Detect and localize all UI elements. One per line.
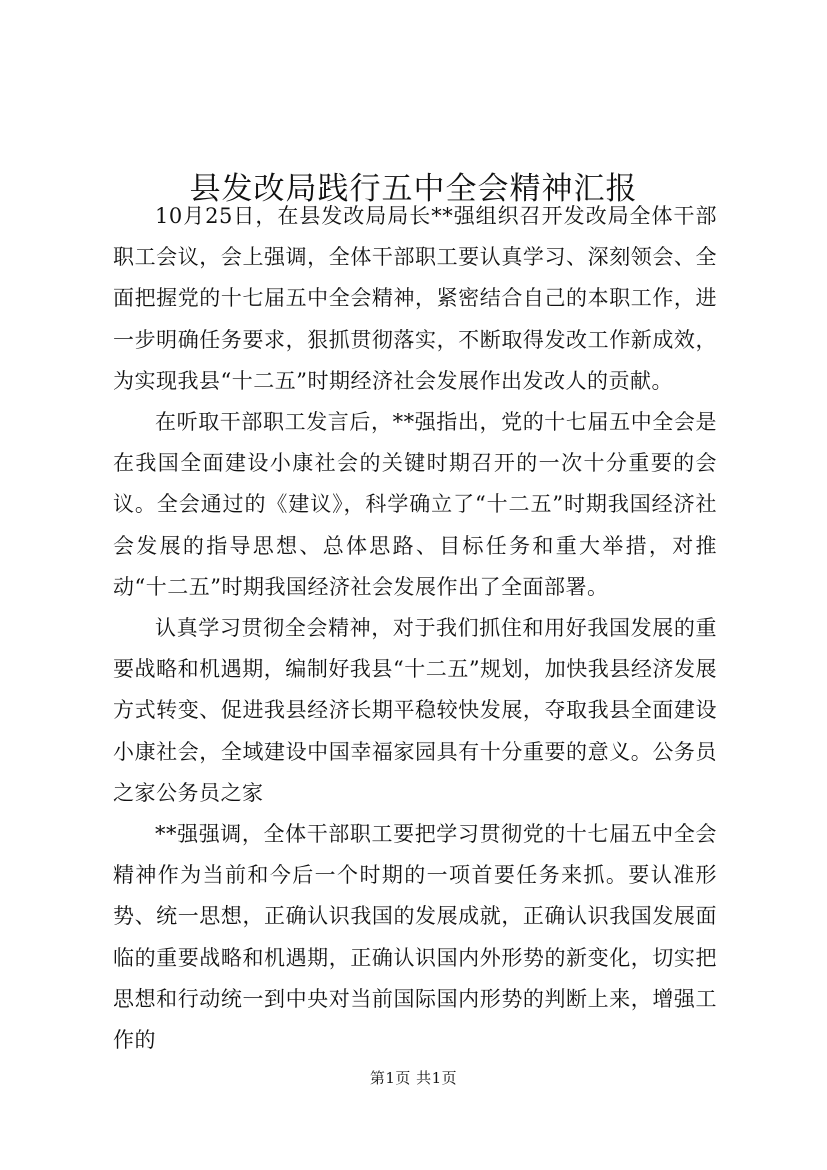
paragraph-1: 10月25日，在县发改局局长**强组织召开发改局全体干部职工会议，会上强调，全体干部职工要认真学习、深刻领会、全面把握党的十七届五中全会精神，紧密结合自己的本职工作，进一步明确任务要求，狠抓贯彻落实，不断取得发改工作新成效，为实现我县“十二五”时期经济社会发展作出发改人的贡献。: [113, 204, 717, 393]
page-footer: 第1页 共1页: [369, 1069, 458, 1087]
document-body: [113, 196, 717, 1061]
paragraph-4: **强强调，全体干部职工要把学习贯彻党的十七届五中全会精神作为当前和今后一个时期的一项首要任务来抓。要认准形势、统一思想，正确认识我国的发展成就，正确认识我国发展面临的重要战略和机遇期，正确认识国内外形势的新变化，切实把思想和行动统一到中央对当前国际国内形势的判断上来，增强工作的: [113, 822, 717, 1053]
document-title: 县发改局践行五中全会精神汇报: [189, 170, 638, 207]
paragraph-3: 认真学习贯彻全会精神，对于我们抓住和用好我国发展的重要战略和机遇期，编制好我县“十二五”规划，加快我县经济发展方式转变、促进我县经济长期平稳较快发展，夺取我县全面建设小康社会，全域建设中国幸福家园具有十分重要的意义。公务员之家公务员之家: [113, 616, 717, 805]
paragraph-2: 在听取干部职工发言后，**强指出，党的十七届五中全会是在我国全面建设小康社会的关键时期召开的一次十分重要的会议。全会通过的《建议》，科学确立了“十二五”时期我国经济社会发展的指导思想、总体思路、目标任务和重大举措，对推动“十二五”时期我国经济社会发展作出了全面部署。: [113, 410, 717, 599]
